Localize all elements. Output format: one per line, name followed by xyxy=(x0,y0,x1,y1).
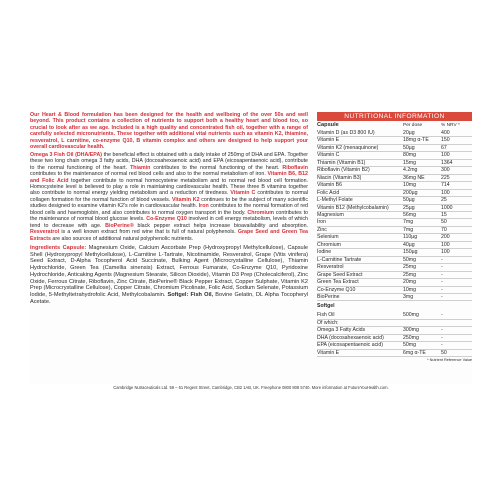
nrv-cell: - xyxy=(441,271,443,278)
nutrient-text: contributes to the maintenance of normal red blood cells and also to the normal metabolism of iron. xyxy=(30,171,268,178)
nutrient-row xyxy=(317,219,472,226)
per-dose-cell: 56mg xyxy=(403,211,416,218)
ingredients-text: Bovine Gelatin, DL Alpha Tocopheryl Acetate. xyxy=(30,291,308,305)
per-dose-cell: 300mg xyxy=(403,327,419,334)
per-dose-cell: 4.2mg xyxy=(403,167,418,174)
nutrient-name: Grape Seed and Green Tea Extracts xyxy=(30,229,308,242)
nrv-cell: - xyxy=(441,286,443,293)
nutrient-name-cell: Folic Acid xyxy=(317,189,340,196)
per-dose-cell: 7mg xyxy=(403,219,414,226)
nutrient-row xyxy=(317,264,472,271)
softgel-heading: Softgel: Fish Oil, xyxy=(167,291,214,298)
nutrient-name-cell: Vitamin E xyxy=(317,349,340,356)
per-dose-cell: 40µg xyxy=(403,241,415,248)
nutrient-row xyxy=(317,342,472,349)
nutrient-text: together contribute to normal homocysteine metabolism and to normal red blood cell formation. Homocysteine level is believed to play a role in maintaining cardiovascular health. These three B vitamins together also contribute to normal energy yielding metabolism and a reduction of tiredness. xyxy=(30,177,308,197)
nutrient-row xyxy=(317,211,472,218)
nutrition-table xyxy=(317,121,472,357)
per-dose-cell: 110µg xyxy=(403,234,418,241)
nutrient-text: continues to be the subject of many scientific studies designed to examine vitamin K2's role in cardiovascular health. xyxy=(30,196,308,210)
nutrient-name-cell: Vitamin B6 xyxy=(317,182,342,189)
per-dose-cell: 15mg xyxy=(403,159,416,166)
nutrient-row xyxy=(317,174,472,181)
nutrient-row xyxy=(317,144,472,151)
nrv-cell: 50 xyxy=(441,219,447,226)
nutrient-name: Vitamin K2 xyxy=(172,196,200,203)
ingredients-heading: Ingredients Capsule: xyxy=(30,245,87,252)
nutrient-name-cell: Vitamin C xyxy=(317,152,340,159)
nutrient-text: is a well known extract from red wine that is full of natural polyphenols. xyxy=(59,229,238,236)
nrv-cell: 15 xyxy=(441,211,447,218)
nutrient-name: Co-Enzyme Q10 xyxy=(146,216,187,223)
nrv-cell: 100 xyxy=(441,249,450,256)
nutrient-name-cell: Of which: xyxy=(317,319,339,326)
label-card xyxy=(30,112,472,384)
nutrient-name-cell: Resveratrol xyxy=(317,264,344,271)
nutrient-name-cell: Selenium xyxy=(317,234,339,241)
nutrient-row xyxy=(317,279,472,286)
per-dose-cell xyxy=(403,319,441,326)
nutrient-name: BioPerine® xyxy=(105,222,134,229)
description-column xyxy=(30,112,308,305)
nutrient-row xyxy=(317,197,472,204)
per-dose-cell: 200µg xyxy=(403,189,418,196)
nrv-cell: - xyxy=(441,264,443,271)
nutrient-row xyxy=(317,249,472,256)
softgel-title-row xyxy=(317,301,472,313)
per-dose-cell: 150µg xyxy=(403,249,418,256)
capsule-title-row xyxy=(317,121,472,130)
softgel-title: Softgel xyxy=(317,303,335,310)
nrv-cell: 150 xyxy=(441,137,450,144)
nrv-cell: - xyxy=(441,342,443,349)
intro-paragraph: Our Heart & Blood formulation has been designed for the health and wellbeing of the over 50s and well beyond. This product contains a collection of nutrients to support both a healthy heart and blood too, so crucial to look after as we age. Included is a high quality and concentrated fish oil, together with a range of carefully selected micronutrients. These together with additional vital nutrients such as vitamin K2, thiamine, resveratrol, L carnitine, co-enzyme Q10, B vitamin complex and others are designed to help support your overall cardiovascular health. xyxy=(30,112,308,151)
nutrient-text: the beneficial effect is obtained with a daily intake of 250mg of DHA and EPA. Together these two long chain omega 3 fatty acids, DHA (docosahexaenoic acid) and EPA (eicosapentaenoic acid), contribute to the normal functioning of the heart. xyxy=(30,151,308,171)
per-dose-cell: 50mg xyxy=(403,256,416,263)
benefits-paragraph xyxy=(30,152,308,242)
nrv-header: % NRV * xyxy=(441,123,460,128)
nutrient-text: contributes to the maintenance of normal blood glucose levels. xyxy=(30,209,308,223)
nutrient-row xyxy=(317,130,472,137)
nutrient-row xyxy=(317,234,472,241)
nutrient-text: are also sources of additional natural polyphenolic nutrients. xyxy=(50,235,194,242)
nutrient-name-cell: L-Carnitine Tartrate xyxy=(317,256,362,263)
nutrient-name-cell: Riboflavin (Vitamin B2) xyxy=(317,167,370,174)
nutrient-name: Resveratrol xyxy=(30,229,60,236)
per-dose-cell: 25mg xyxy=(403,271,416,278)
softgel-rows xyxy=(317,312,472,356)
per-dose-cell: 25mg xyxy=(403,264,416,271)
nutrient-row xyxy=(317,182,472,189)
nutrient-name: Omega 3 Fish Oil (DHA/EPA) xyxy=(30,151,103,158)
nutrient-name-cell: Co-Enzyme Q10 xyxy=(317,286,356,293)
nutrient-name-cell: Chromium xyxy=(317,241,341,248)
per-dose-cell: 50µg xyxy=(403,144,415,151)
nrv-cell: - xyxy=(441,334,443,341)
nrv-cell: 1364 xyxy=(441,159,453,166)
nutrient-row xyxy=(317,226,472,233)
nrv-cell: 300 xyxy=(441,167,450,174)
per-dose-cell: 250mg xyxy=(403,334,419,341)
per-dose-header: Per dose xyxy=(403,123,423,128)
nutrient-name-cell: Green Tea Extract xyxy=(317,279,359,286)
nrv-cell: 50 xyxy=(441,349,447,356)
nutrient-row xyxy=(317,286,472,293)
per-dose-cell: 36mg NE xyxy=(403,174,425,181)
nutrient-name-cell: Niacin (Vitamin B3) xyxy=(317,174,362,181)
per-dose-cell: 6mg α-TE xyxy=(403,349,426,356)
per-dose-cell: 20µg xyxy=(403,130,415,136)
nrv-cell: 400 xyxy=(441,130,450,136)
nutrient-row xyxy=(317,319,472,326)
nrv-cell: - xyxy=(441,279,443,286)
nutrient-name: Vitamin B6, B12 and Folic Acid xyxy=(30,171,308,184)
nutrient-name: Chromium xyxy=(247,209,274,216)
nutrient-row xyxy=(317,189,472,196)
nutrient-row xyxy=(317,167,472,174)
nrv-cell: 67 xyxy=(441,144,447,151)
nrv-footnote: * Nutrient Reference Value xyxy=(427,358,472,363)
nutrient-name-cell: Magnesium xyxy=(317,211,344,218)
per-dose-cell: 10mg xyxy=(403,182,416,189)
nutrient-text: contributes to the normal functioning of the heart. xyxy=(150,164,283,171)
nrv-cell: - xyxy=(441,312,443,319)
nutrient-row xyxy=(317,327,472,334)
nrv-cell: - xyxy=(441,327,443,334)
nutrient-row xyxy=(317,204,472,211)
nutrient-row xyxy=(317,159,472,166)
capsule-title: Capsule xyxy=(317,122,339,128)
nutrient-row xyxy=(317,152,472,159)
nutrient-name-cell: Iodine xyxy=(317,249,332,256)
nrv-cell: 100 xyxy=(441,189,450,196)
per-dose-cell: 50µg xyxy=(403,197,415,204)
per-dose-cell: 20mg xyxy=(403,279,416,286)
per-dose-cell: 500mg xyxy=(403,312,419,319)
nrv-cell: - xyxy=(441,293,443,300)
nutrient-row xyxy=(317,256,472,263)
nutrient-name-cell: L-Methyl Folate xyxy=(317,197,353,204)
nrv-cell: 200 xyxy=(441,234,450,241)
nutrient-name-cell: Fish Oil xyxy=(317,312,335,319)
per-dose-cell: 25µg xyxy=(403,204,415,211)
nutrient-name-cell: EPA (eicosapentaenoic acid) xyxy=(317,342,383,349)
nutrient-name-cell: Vitamin K2 (menaquinone) xyxy=(317,144,379,151)
nutrient-name-cell: Vitamin B12 (Methylcobalamin) xyxy=(317,204,389,211)
per-dose-cell: 50mg xyxy=(403,342,416,349)
per-dose-cell: 18mg α-TE xyxy=(403,137,429,144)
ingredients-text: Magnesium Oxide, Calcium Ascorbate Prep (Hydroxypropyl Methylcellulose), Capsule Shell (Hydroxypropyl Methylcellulose), L-Carnitine L-Tartrate, Nicotinamide, Resveratrol, Grape (Vitis vinifera) Seed Extract, D-Alpha Tocopherol Acid Succinate, Bulking Agent (Microcrystalline Cellulose), Thiamin Hydrochloride, Green Tea (Camellia sinensis) Extract, Ferrous Fumarate, Co-Enzyme Q10, Pyridoxine Hydrochloride, Anticaking Agents (Magnesium Stearate, Silicon Dioxide), Vitamin D3 Prep (Cholecalciferol), Zinc Oxide, Ferrous Citrate, Riboflavin, Zinc Citrate, BioPerine® Black Pepper Extract, Copper Sulphate, Vitamin K2 Prep (Microcrystalline Cellulose), Copper Citrate, Chromium Picolinate, Folic Acid, Sodium Selenate, Potassium Iodide, 5-Methyltetrahydrofolic Acid, Methylcobalamin. xyxy=(30,245,308,298)
nutrient-name-cell: Vitamin E xyxy=(317,137,340,144)
nutrient-row xyxy=(317,312,472,319)
nrv-cell: 100 xyxy=(441,152,450,159)
per-dose-cell: 3mg xyxy=(403,293,414,300)
nutrient-name: Thiamin xyxy=(130,164,151,171)
nutrient-name-cell: DHA (docosahexaenoic acid) xyxy=(317,334,384,341)
nutrient-name: Vitamin C xyxy=(230,190,256,197)
nutrient-name-cell: BioPerine xyxy=(317,293,340,300)
nutrient-name-cell: Omega 3 Fatty Acids xyxy=(317,327,366,334)
nrv-cell: 70 xyxy=(441,226,447,233)
nutrient-row xyxy=(317,137,472,144)
ingredients-paragraph xyxy=(30,245,308,305)
nrv-cell: - xyxy=(441,256,443,263)
company-footer: Cambridge Nutraceuticals Ltd. 59 – 61 Regent Street, Cambridge, CB2 1AB, UK. Freephone 0800 808 5740. More information at FutureYouHealth.com. xyxy=(113,385,389,390)
nutrient-row xyxy=(317,349,472,356)
nrv-cell: 225 xyxy=(441,174,450,181)
nutrient-name-cell: Vitamin D (as D3 800 IU) xyxy=(317,130,375,136)
per-dose-cell: 80mg xyxy=(403,152,416,159)
nutrient-name-cell: Thiamin (Vitamin B1) xyxy=(317,159,366,166)
nutrient-text: contributes to the normal formation of red blood cells and haemoglobin, and also contributes to normal oxygen transport in the body. xyxy=(30,203,308,216)
capsule-rows xyxy=(317,130,472,301)
nutrient-text: black pepper extract helps increase bioavailability and absorption. xyxy=(133,222,308,229)
nrv-cell: 714 xyxy=(441,182,450,189)
nutrition-panel xyxy=(317,112,472,362)
nutrient-row xyxy=(317,241,472,248)
per-dose-cell: 7mg xyxy=(403,226,414,233)
per-dose-cell: 10mg xyxy=(403,286,416,293)
nutrient-row xyxy=(317,293,472,300)
nutrient-name: Riboflavin xyxy=(282,164,308,171)
nrv-cell: 100 xyxy=(441,241,450,248)
nutrient-text: involved in cell energy metabolism, levels of which tend to decrease with age. xyxy=(30,216,309,229)
nutrient-name-cell: Zinc xyxy=(317,226,327,233)
nrv-cell: 1000 xyxy=(441,204,453,211)
nutrient-text: contributes to normal collagen formation for the normal function of blood vessels. xyxy=(30,190,308,203)
nutrient-row xyxy=(317,271,472,278)
nutrient-row xyxy=(317,334,472,341)
nrv-cell xyxy=(441,319,472,326)
nutrient-name-cell: Iron xyxy=(317,219,326,226)
nutrient-name: Iron xyxy=(198,203,209,210)
nutrition-header: NUTRITIONAL INFORMATION xyxy=(317,112,472,121)
nutrient-name-cell: Grape Seed Extract xyxy=(317,271,363,278)
nrv-cell: 25 xyxy=(441,197,447,204)
